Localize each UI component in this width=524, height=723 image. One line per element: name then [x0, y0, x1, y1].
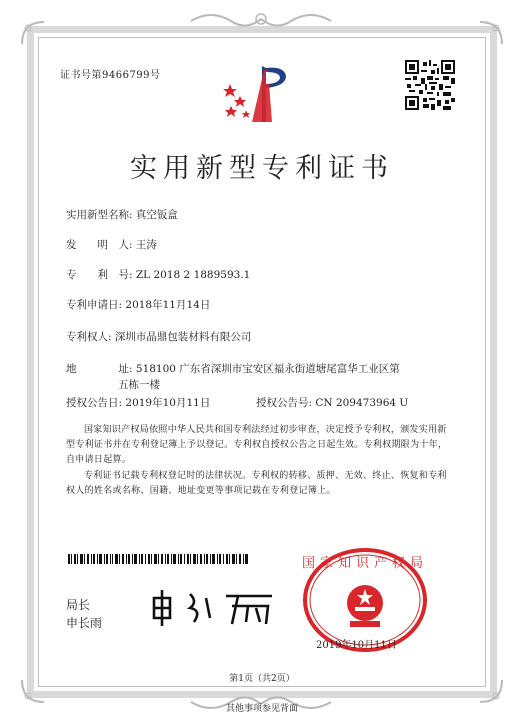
field-label: 授权公告日:	[66, 397, 123, 409]
top-ornament	[186, 9, 336, 33]
field-label: 专 利 号:	[66, 269, 133, 281]
field-label: 专利申请日:	[66, 299, 123, 311]
field-utility-model-name	[66, 208, 178, 222]
field-label: 发 明 人:	[66, 239, 133, 251]
page-number: 第1页（共2页）	[229, 674, 295, 684]
field-address	[66, 362, 400, 376]
seal-date: 2019年10月11日	[316, 640, 397, 651]
field-value: CN 209473964 U	[315, 397, 409, 409]
field-value: 深圳市晶鼎包装材料有限公司	[114, 331, 252, 343]
field-label: 授权公告号:	[256, 397, 313, 409]
field-grant-date	[66, 396, 210, 410]
field-patent-number	[66, 268, 250, 282]
director-signature	[150, 588, 280, 628]
field-patentee	[66, 330, 251, 344]
cnipa-logo	[222, 62, 298, 124]
field-filing-date	[66, 298, 210, 312]
field-value: 2019年10月11日	[125, 397, 211, 409]
corner-ornament	[478, 20, 504, 46]
director-name: 申长雨	[66, 616, 103, 630]
certificate-number: 证书号第9466799号	[60, 70, 161, 81]
qr-code	[405, 60, 455, 110]
field-value: ZL 2018 2 1889593.1	[135, 269, 251, 281]
svg-text:国家知识产权局: 国家知识产权局	[301, 556, 429, 571]
field-value: 真空钣盒	[135, 209, 178, 221]
barcode	[68, 554, 248, 564]
field-value: 2018年11月14日	[125, 299, 211, 311]
field-value: 518100 广东省深圳市宝安区福永街道塘尾富华工业区第	[135, 363, 400, 375]
field-label: 专利权人:	[66, 331, 112, 343]
footer-note: 其他事项参见背面	[225, 704, 298, 714]
legal-status-paragraph: 专利证书记载专利权登记时的法律状况。专利权的转移、质押、无效、终止、恢复和专利权人的姓名或名称、国籍、地址变更等事项记载在专利登记簿上。	[66, 471, 447, 496]
director-title: 局长	[66, 598, 91, 612]
field-label: 地 址:	[66, 363, 133, 375]
corner-ornament	[20, 20, 46, 46]
certificate-title: 实用新型专利证书	[130, 153, 394, 184]
field-inventor	[66, 238, 157, 252]
legal-statement-paragraph: 国家知识产权局依照中华人民共和国专利法经过初步审查，决定授予专利权，颁发实用新型专利证书并在专利登记簿上予以登记。专利权自授权公告之日起生效。专利权期限为十年，自申请日起算。	[66, 425, 448, 465]
field-label: 实用新型名称:	[66, 209, 133, 221]
field-grant-number	[256, 396, 408, 410]
field-value: 王涛	[135, 239, 157, 251]
field-value: 五栋一楼	[118, 379, 160, 391]
field-address-line2	[118, 378, 160, 392]
